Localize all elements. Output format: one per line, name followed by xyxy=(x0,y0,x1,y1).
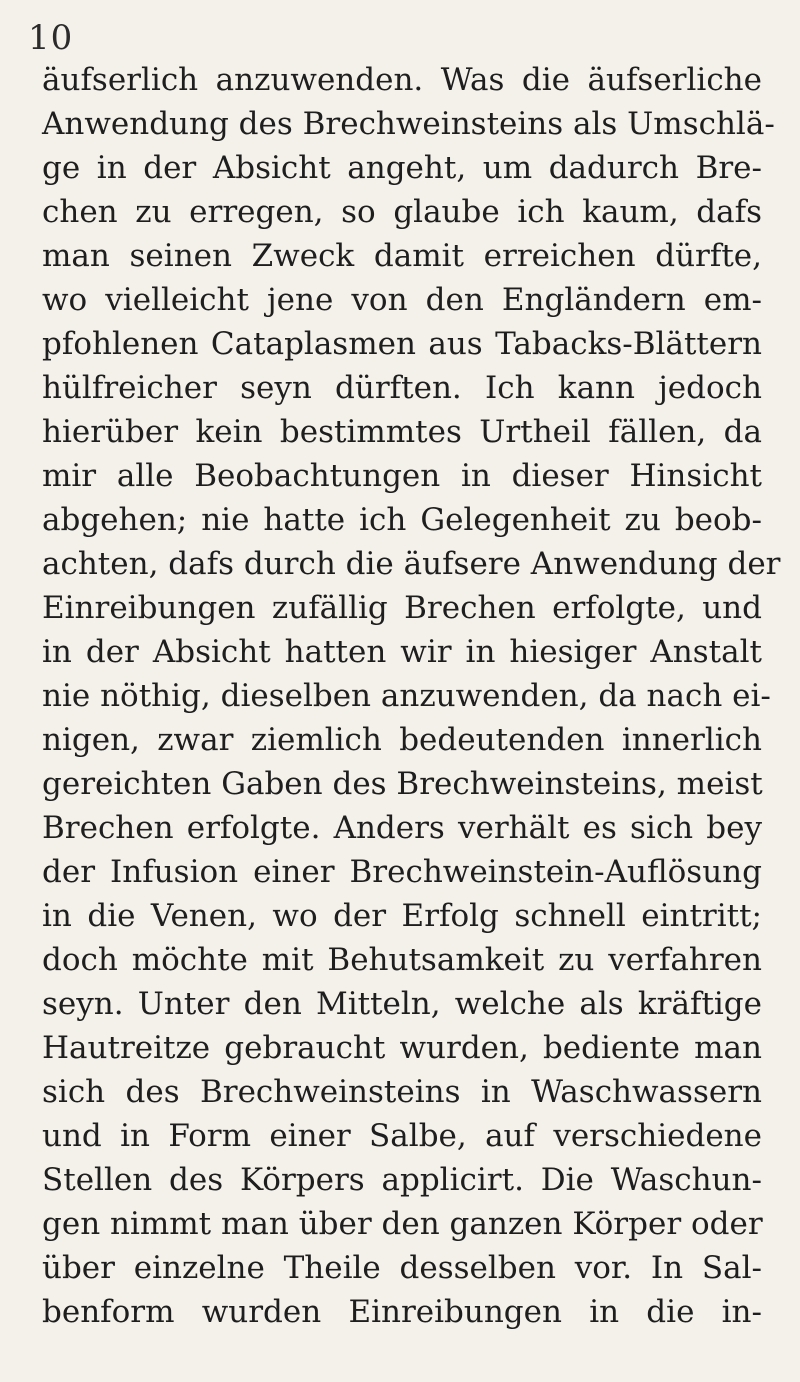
text-line-10: mir alle Beobachtungen in dieser Hinsicht xyxy=(42,458,762,494)
text-line-1: äufserlich anzuwenden. Was die äufserliche xyxy=(42,62,762,98)
text-line-9: hierüber kein bestimmtes Urtheil fällen, da xyxy=(42,414,762,450)
text-line-12: achten, dafs durch die äufsere Anwendung der xyxy=(42,546,781,582)
page-number: 10 xyxy=(28,18,74,58)
text-line-15: nie nöthig, dieselben anzuwenden, da nach ei- xyxy=(42,678,771,714)
text-line-19: der Infusion einer Brechweinstein-Auflösung xyxy=(42,854,762,890)
text-line-21: doch möchte mit Behutsamkeit zu verfahren xyxy=(42,942,762,978)
text-line-24: sich des Brechweinsteins in Waschwassern xyxy=(42,1074,762,1110)
text-line-4: chen zu erregen, so glaube ich kaum, dafs xyxy=(42,194,762,230)
text-line-22: seyn. Unter den Mitteln, welche als kräftige xyxy=(42,986,762,1022)
text-line-20: in die Venen, wo der Erfolg schnell eintritt; xyxy=(42,898,762,934)
text-line-26: Stellen des Körpers applicirt. Die Waschun- xyxy=(42,1162,762,1198)
text-line-11: abgehen; nie hatte ich Gelegenheit zu beob- xyxy=(42,502,762,538)
text-line-5: man seinen Zweck damit erreichen dürfte, xyxy=(42,238,762,274)
text-line-25: und in Form einer Salbe, auf verschiedene xyxy=(42,1118,762,1154)
text-line-18: Brechen erfolgte. Anders verhält es sich bey xyxy=(42,810,762,846)
text-line-3: ge in der Absicht angeht, um dadurch Bre- xyxy=(42,150,762,186)
text-line-27: gen nimmt man über den ganzen Körper oder xyxy=(42,1206,763,1242)
text-line-8: hülfreicher seyn dürften. Ich kann jedoch xyxy=(42,370,762,406)
text-line-6: wo vielleicht jene von den Engländern em- xyxy=(42,282,762,318)
text-line-2: Anwendung des Brechweinsteins als Umschlä- xyxy=(42,106,775,142)
text-line-23: Hautreitze gebraucht wurden, bediente man xyxy=(42,1030,762,1066)
text-line-7: pfohlenen Cataplasmen aus Tabacks-Blättern xyxy=(42,326,762,362)
body-text xyxy=(42,58,781,1334)
text-line-17: gereichten Gaben des Brechweinsteins, meist xyxy=(42,766,763,802)
text-line-14: in der Absicht hatten wir in hiesiger Anstalt xyxy=(42,634,762,670)
text-line-29: benform wurden Einreibungen in die in- xyxy=(42,1294,762,1330)
text-line-28: über einzelne Theile desselben vor. In Sal- xyxy=(42,1250,762,1286)
text-line-13: Einreibungen zufällig Brechen erfolgte, und xyxy=(42,590,762,626)
text-line-16: nigen, zwar ziemlich bedeutenden innerlich xyxy=(42,722,762,758)
